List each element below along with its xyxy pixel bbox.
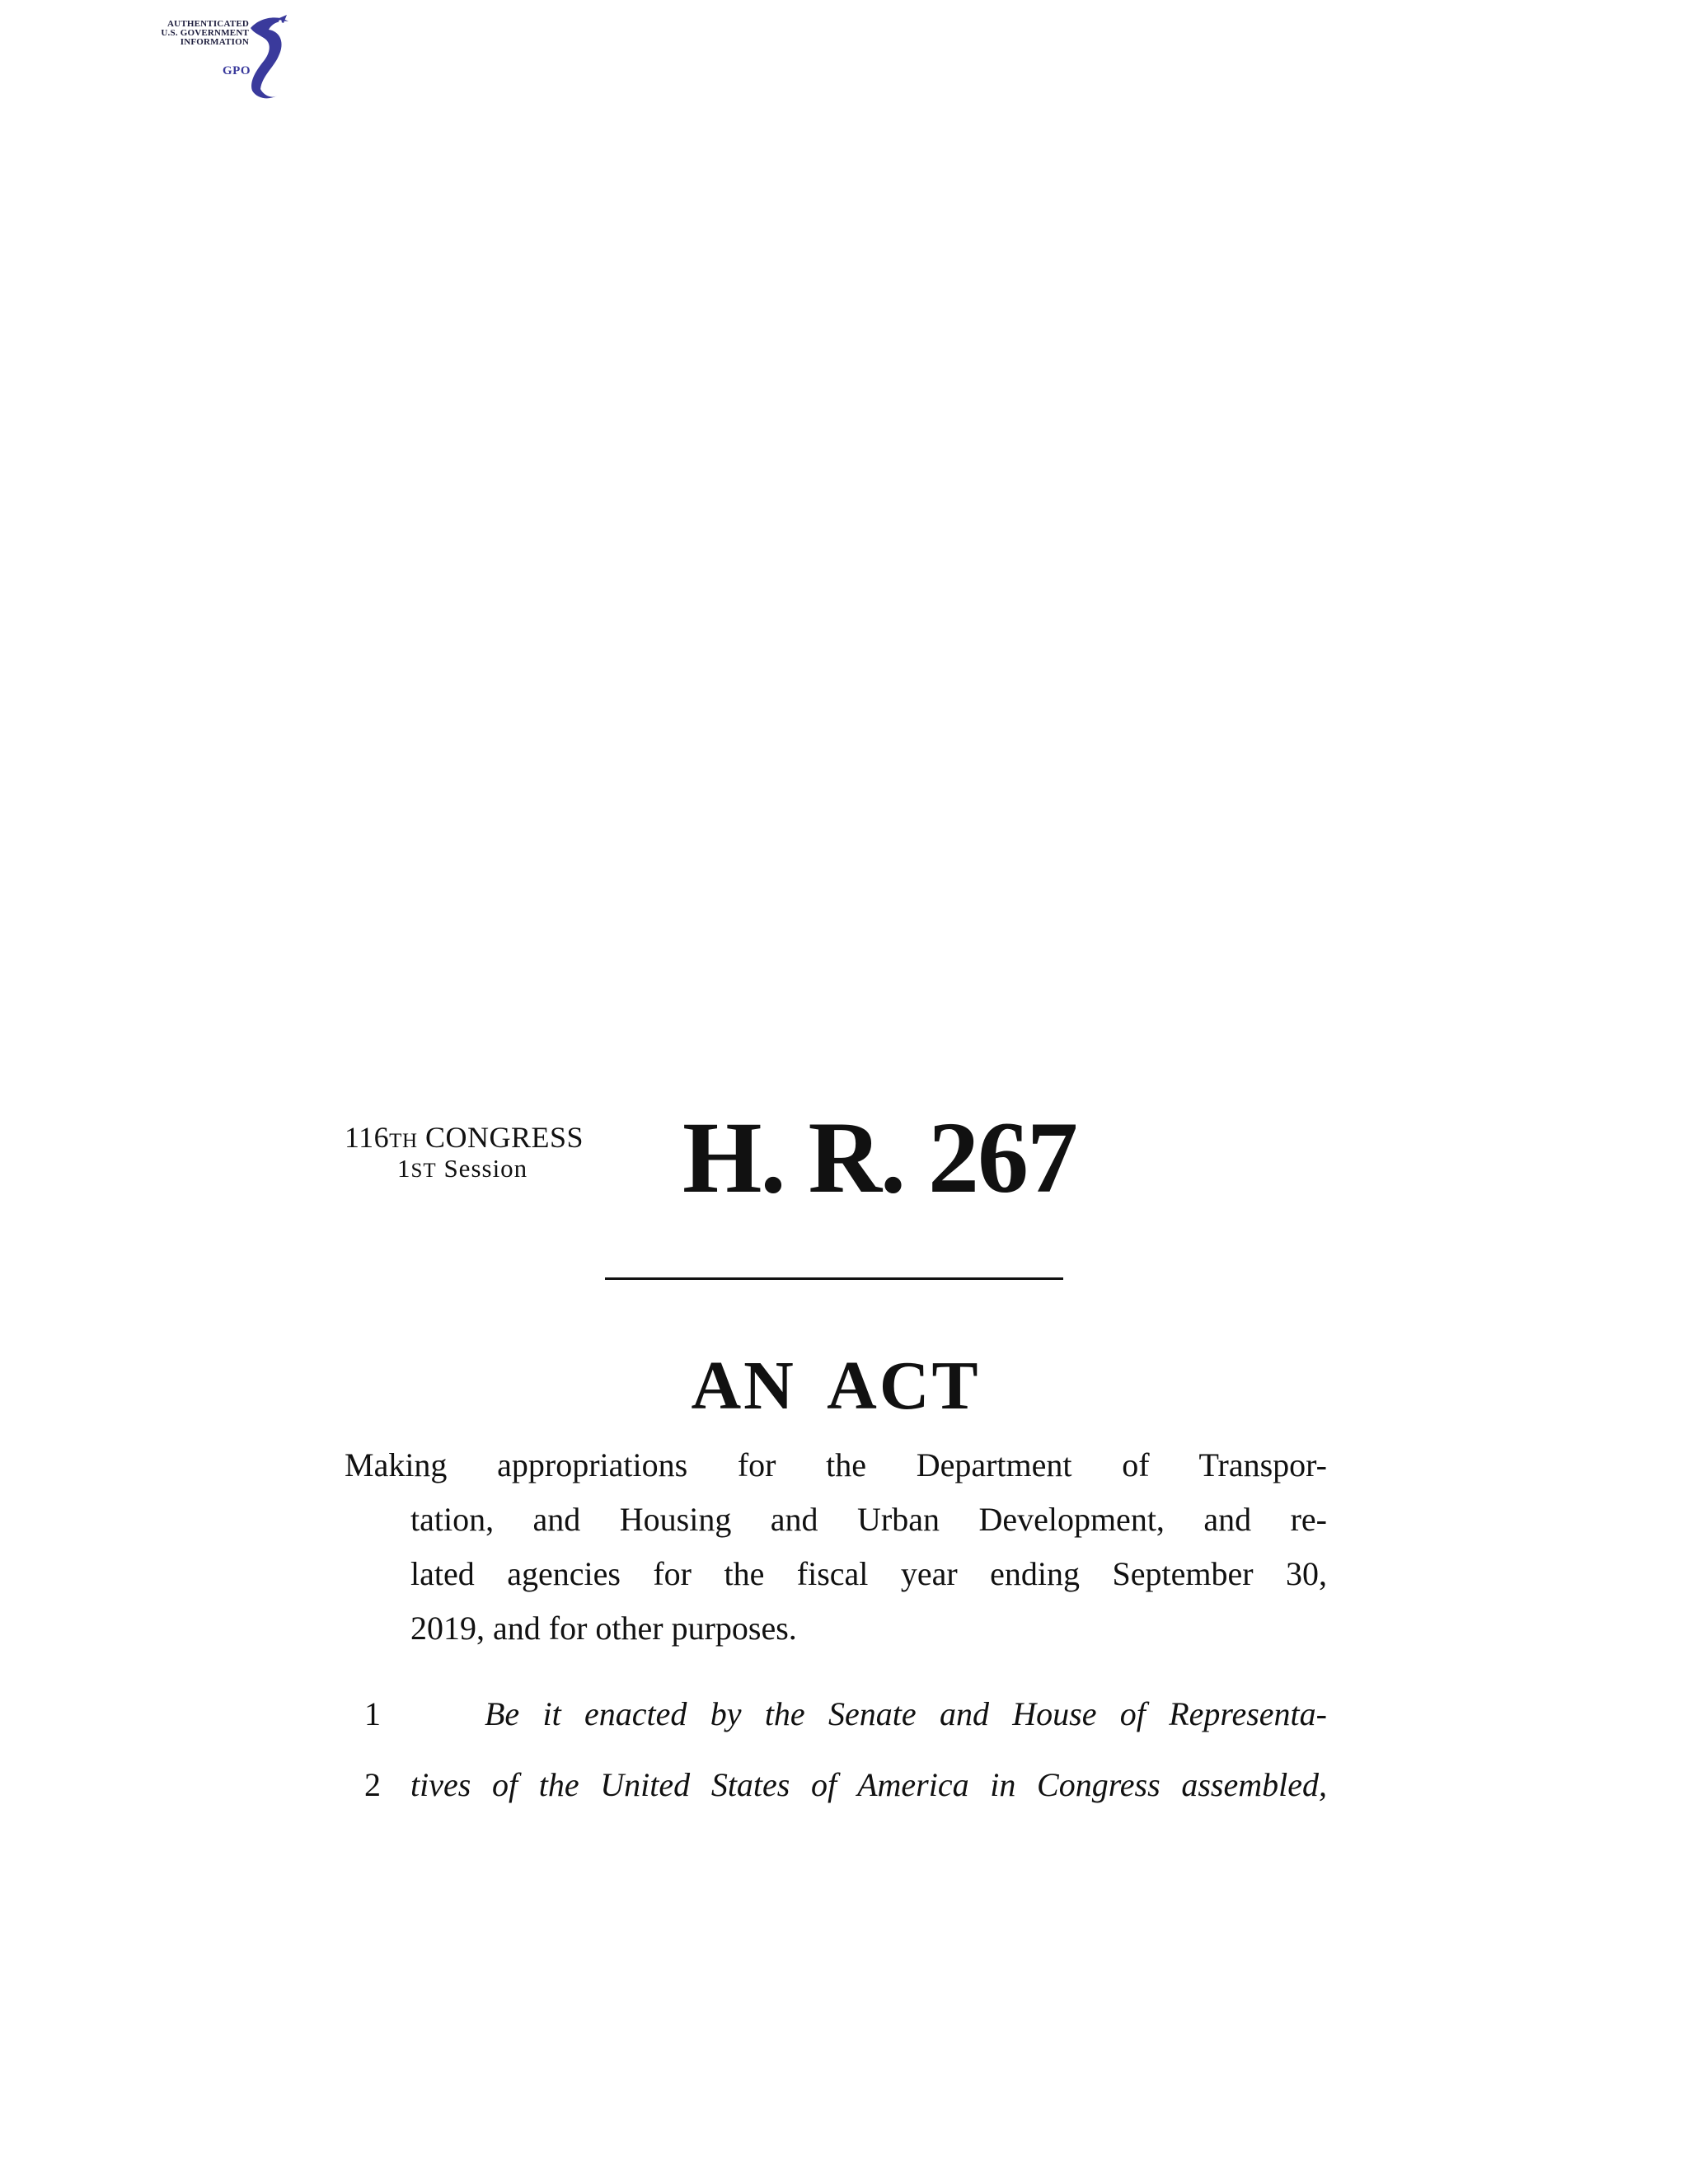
- eagle-icon: [239, 10, 297, 102]
- title-line: 2019, and for other purposes.: [410, 1610, 797, 1647]
- seal-gpo-mark: GPO: [223, 64, 251, 77]
- session-word: Session: [443, 1154, 528, 1183]
- line-number: 1: [364, 1695, 381, 1732]
- title-line: tation, and Housing and Urban Development, and re-: [410, 1501, 1327, 1538]
- act-heading: AN ACT: [691, 1347, 981, 1424]
- seal-line-government: U.S. GOVERNMENT: [161, 28, 249, 38]
- congress-designation: [345, 1121, 625, 1158]
- line-number: 2: [364, 1766, 381, 1803]
- enacting-clause-line: Be it enacted by the Senate and House of Representa-: [485, 1695, 1327, 1732]
- session-ordinal-suffix: ST: [410, 1160, 437, 1182]
- congress-ordinal-suffix: TH: [389, 1130, 418, 1152]
- seal-line-information: INFORMATION: [180, 37, 249, 47]
- session-designation: [345, 1154, 625, 1186]
- gpo-authentication-seal: [134, 10, 323, 102]
- title-line: Making appropriations for the Department of Transpor-: [345, 1446, 1327, 1483]
- title-line: lated agencies for the fiscal year ending September 30,: [410, 1555, 1327, 1592]
- seal-line-authenticated: AUTHENTICATED: [167, 19, 249, 29]
- congress-number: 116: [345, 1121, 390, 1154]
- session-number: 1: [397, 1154, 411, 1183]
- horizontal-rule: [605, 1277, 1063, 1280]
- congress-word: CONGRESS: [425, 1121, 584, 1154]
- bill-number: H. R. 267: [682, 1101, 1076, 1214]
- enacting-clause-line: tives of the United States of America in Congress assembled,: [410, 1766, 1327, 1803]
